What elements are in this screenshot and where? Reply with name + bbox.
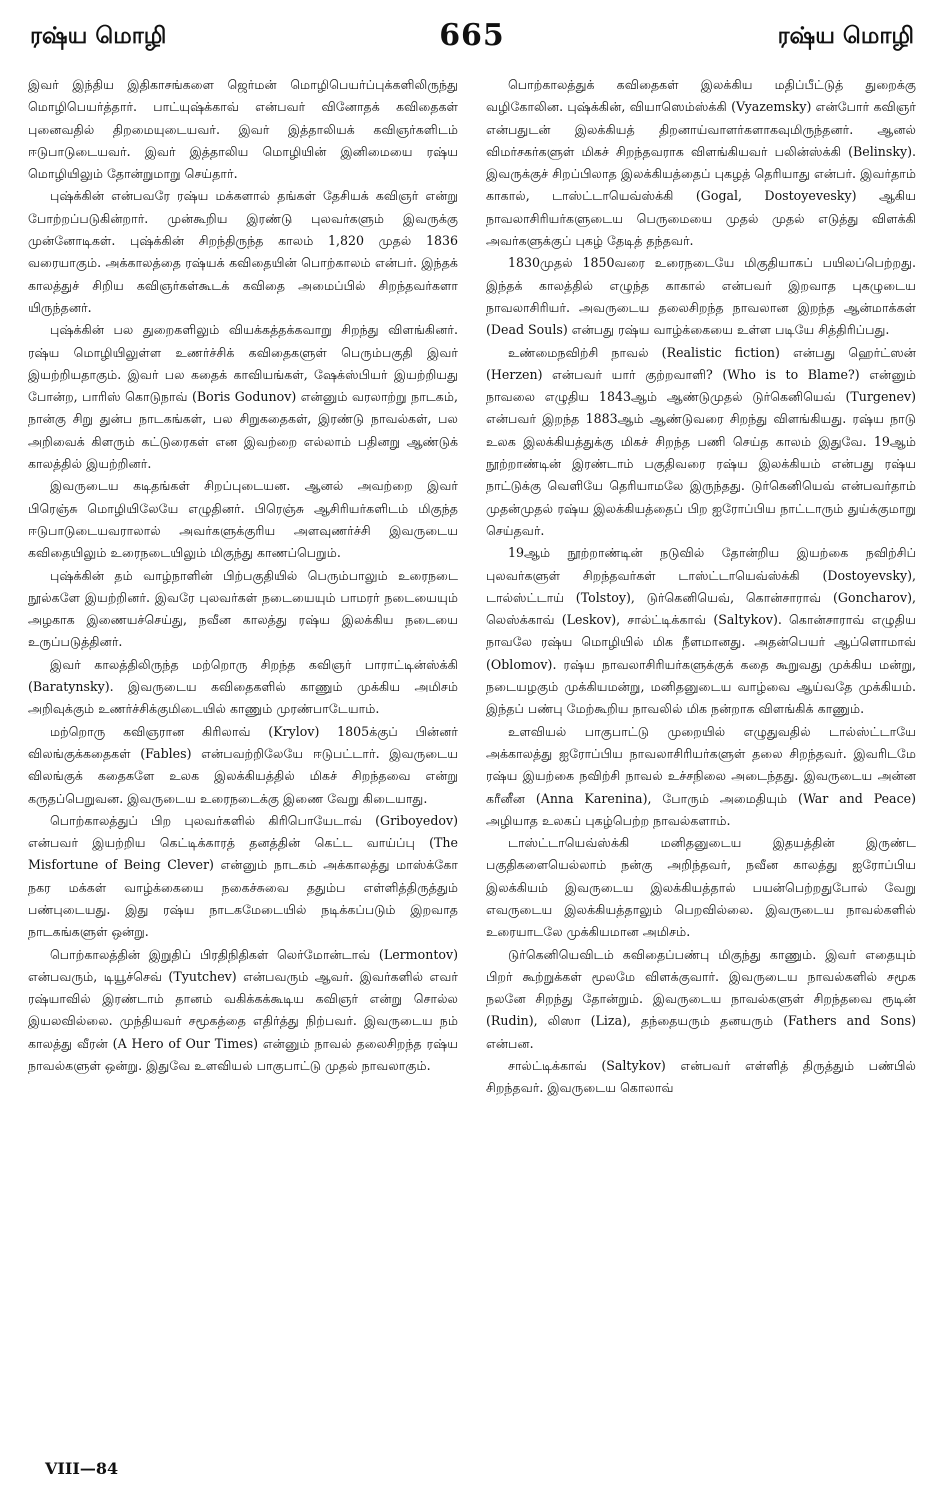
- paragraph: புஷ்க்கின் பல துறைகளிலும் வியக்கத்தக்கவாறு சிறந்து விளங்கினர். ரஷ்ய மொழியிலுள்ள உணர்ச்சிக் கவிதைகளுள் பெரும்பகுதி இவர் இயற்றியதாகும். இவர் பல கதைக் காவியங்கள், ஷேக்ஸ்பியர் இயற்றியது போன்ற, பாரிஸ் கொடுநாவ் (Boris Godunov) என்னும் வரலாற்று நாடகம், நான்கு சிறு துன்ப நாடகங்கள், பல சிறுகதைகள், இரண்டு நாவல்கள், பல அறிவைக் கிளரும் கட்டுரைகள் என இவற்றை எல்லாம் பதினறு ஆண்டுக் காலத்தில் இயற்றினர்.: [28, 322, 458, 472]
- paragraph: உண்மைநவிற்சி நாவல் (Realistic fiction) என்பது ஹெர்ட்ஸன் (Herzen) என்பவர் யார் குற்றவாளி? (Who is to Blame?) என்னும் நாவலை எழுதிய 1843ஆம் ஆண்டுமுதல் டுர்கெனியெவ் (Turgenev) என்பவர் இறந்த 1883ஆம் ஆண்டுவரை சிறந்து விளங்கியது. ரஷ்ய நாடு உலக இலக்கியத்துக்கு மிகச் சிறந்த பணி செய்த காலம் இதுவே. 19ஆம் நூற்றாண்டின் இரண்டாம் பகுதிவரை ரஷ்ய இலக்கியம் என்பது ரஷ்ய நாட்டுக்கு வெளியே தெரியாமலே இருந்தது. டுர்கெனியெவ் என்பவர்தாம் முதன்முதல் ரஷ்ய இலக்கியத்தைப் பிற ஐரோப்பிய நாட்டாரும் துய்க்குமாறு செய்தவர்.: [486, 344, 916, 538]
- paragraph: சால்ட்டிக்காவ் (Saltykov) என்பவர் எள்ளித் திருத்தும் பண்பில் சிறந்தவர். இவருடைய கொலாவ்: [486, 1058, 916, 1096]
- paragraph: புஷ்க்கின் தம் வாழ்நாளின் பிற்பகுதியில் பெரும்பாலும் உரைநடை நூல்களே இயற்றினர். இவரே புலவர்கள் நடையையும் பாமரர் நடையையும் அழகாக இணையச்செய்து, நவீன காலத்து ரஷ்ய இலக்கிய நடையை உருப்படுத்தினர்.: [28, 567, 458, 650]
- paragraph: பொற்காலத்துப் பிற புலவர்களில் கிரிபொயேடாவ் (Griboyedov) என்பவர் இயற்றிய கெட்டிக்காரத் தனத்தின் கெட்ட வாய்ப்பு (The Misfortune of Being Clever) என்னும் நாடகம் அக்காலத்து மாஸ்க்கோ நகர மக்கள் வாழ்க்கையை நகைச்சுவை ததும்ப எள்ளித்திருத்தும் பண்புடையது. இது ரஷ்ய நாடகமேடையில் நடிக்கப்படும் இறவாத நாடகங்களுள் ஒன்று.: [28, 812, 458, 940]
- page-number: 665: [439, 18, 505, 53]
- right-column: [486, 74, 916, 1434]
- page-header: [30, 18, 914, 62]
- signature-mark: VIII—84: [45, 1459, 119, 1478]
- paragraph: டுர்கெனியெவிடம் கவிதைப்பண்பு மிகுந்து காணும். இவர் எதையும் பிறர் கூற்றுக்கள் மூலமே விளக்குவார். இவருடைய நாவல்களில் சமூக நலனே சிறந்து தோன்றும். இவருடைய நாவல்களுள் சிறந்தவை ரூடின் (Rudin), லிஸா (Liza), தந்தையரும் தனயரும் (Fathers and Sons) என்பன.: [486, 946, 916, 1051]
- paragraph: டாஸ்ட்டாயெவ்ஸ்க்கி மனிதனுடைய இதயத்தின் இருண்ட பகுதிகளையெல்லாம் நன்கு அறிந்தவர், நவீன காலத்து ஐரோப்பிய இலக்கியம் இவருடைய இலக்கியத்தால் பயன்பெற்றதுபோல் வேறு எவருடைய இலக்கியத்தாலும் பெறவில்லை. இவருடைய நாவல்களில் உரையாடலே முக்கியமான அமிசம்.: [486, 835, 916, 940]
- paragraph: மற்றொரு கவிஞரான கிரிலாவ் (Krylov) 1805க்குப் பின்னர் விலங்குக்கதைகள் (Fables) என்பவற்றிலேயே ஈடுபட்டார். இவருடைய விலங்குக் கதைகளே உலக இலக்கியத்தில் மிகச் சிறந்தவை என்று கருதப்பெறுவன. இவருடைய உரைநடைக்கு இணை வேறு கிடையாது.: [28, 723, 458, 806]
- running-title-right: ரஷ்ய மொழி: [777, 22, 914, 49]
- paragraph: உளவியல் பாகுபாட்டு முறையில் எழுதுவதில் டால்ஸ்ட்டாயே அக்காலத்து ஐரோப்பிய நாவலாசிரியர்களுள் தலை சிறந்தவர். இவரிடமே ரஷ்ய இயற்கை நவிற்சி நாவல் உச்சநிலை அடைந்தது. இவருடைய அன்ன கரீனீன (Anna Karenina), போரும் அமைதியும் (War and Peace) அழியாத உலகப் புகழ்பெற்ற நாவல்களாம்.: [486, 723, 916, 828]
- running-title-left: ரஷ்ய மொழி: [30, 22, 167, 49]
- paragraph: 19ஆம் நூற்றாண்டின் நடுவில் தோன்றிய இயற்கை நவிற்சிப் புலவர்களுள் சிறந்தவர்கள் டாஸ்ட்டாயெவ்ஸ்க்கி (Dostoyevsky), டால்ஸ்ட்டாய் (Tolstoy), டுர்கெனியெவ், கொன்சாராவ் (Goncharov), லெஸ்க்காவ் (Leskov), சால்ட்டிக்காவ் (Saltykov). கொன்சாராவ் எழுதிய நாவலே ரஷ்ய மொழியில் மிக நீளமானது. அதன்பெயர் ஆப்ளொமாவ் (Oblomov). ரஷ்ய நாவலாசிரியர்களுக்குக் கதை கூறுவது முக்கிய மன்று, நடையழகும் முக்கியமன்று, மனிதனுடைய வாழ்வை ஆய்வதே முக்கியம். இந்தப் பண்பு மேற்கூறிய நாவலில் மிக நன்றாக விளங்கிக் காணும்.: [486, 545, 916, 717]
- paragraph: புஷ்க்கின் என்பவரே ரஷ்ய மக்களால் தங்கள் தேசியக் கவிஞர் என்று போற்றப்படுகின்றார். முன்கூறிய இரண்டு புலவர்களும் இவருக்கு முன்னோடிகள். புஷ்க்கின் சிறந்திருந்த காலம் 1,820 முதல் 1836 வரையாகும். அக்காலத்தை ரஷ்யக் கவிதையின் பொற்காலம் என்பர். இந்தக் காலத்துச் சிறிய கவிஞர்கள்கூடக் கவிதை அமைப்பில் சிறந்தவர்களா யிருந்தனர்.: [28, 188, 458, 315]
- paragraph: இவருடைய கடிதங்கள் சிறப்புடையன. ஆனல் அவற்றை இவர் பிரெஞ்சு மொழியிலேயே எழுதினர். பிரெஞ்சு ஆசிரியர்களிடம் மிகுந்த ஈடுபாடுடையவராலால் அவர்களுக்குரிய அளவுணர்ச்சி இவருடைய கவிதையிலும் உரைநடையிலும் மிகுந்து காணப்பெறும்.: [28, 478, 458, 561]
- paragraph: இவர் இந்திய இதிகாசங்களை ஜெர்மன் மொழிபெயர்ப்புக்களிலிருந்து மொழிபெயர்த்தார். பாட்யுஷ்க்காவ் என்பவர் வினோதக் கவிதைகள் புனைவதில் திறமையுடையவர். இவர் இத்தாலியக் கவிஞர்களிடம் ஈடுபாடுடையவர். இவர் இத்தாலிய மொழியின் இனிமையை ரஷ்ய மொழியிலும் தோன்றுமாறு செய்தார்.: [28, 77, 458, 182]
- left-column: [28, 74, 458, 1434]
- paragraph: பொற்காலத்துக் கவிதைகள் இலக்கிய மதிப்பீட்டுத் துறைக்கு வழிகோலின. புஷ்க்கின், வியாஸெம்ஸ்க்கி (Vyazemsky) என்போர் கவிஞர் என்பதுடன் இலக்கியத் திறனாய்வாளர்களாகவுமிருந்தனர். ஆனல் விமர்சகர்களுள் மிகச் சிறந்தவராக விளங்கியவர் பலின்ஸ்க்கி (Belinsky). இவருக்குச் சிறப்பிலாத இலக்கியத்தைப் புகழத் தெரியாது என்பர். இவர்தாம் காகால், டாஸ்ட்டாயெவ்ஸ்க்கி (Gogal, Dostoyevesky) ஆகிய நாவலாசிரியர்களுடைய பெருமையை முதல் முதல் எடுத்து விளக்கி அவர்களுக்குப் புகழ் தேடித் தந்தவர்.: [486, 77, 916, 249]
- paragraph: 1830முதல் 1850வரை உரைநடையே மிகுதியாகப் பயிலப்பெற்றது. இந்தக் காலத்தில் எழுந்த காகால் என்பவர் இறவாத புகழுடைய நாவலாசிரியர். அவருடைய தலைசிறந்த நாவலான இறந்த ஆன்மாக்கள் (Dead Souls) என்பது ரஷ்ய வாழ்க்கையை உள்ள படியே சித்திரிப்பது.: [486, 255, 916, 338]
- paragraph: பொற்காலத்தின் இறுதிப் பிரதிநிதிகள் லெர்மோன்டாவ் (Lermontov) என்பவரும், டியூச்செவ் (Tyutchev) என்பவரும் ஆவர். இவர்களில் எவர் ரஷ்யாவில் இரண்டாம் தானம் வகிக்கக்கூடிய கவிஞர் என்று சொல்ல இயலவில்லை. முந்தியவர் சமூகத்தை எதிர்த்து நிற்பவர். இவருடைய நம் காலத்து வீரன் (A Hero of Our Times) என்னும் நாவல் தலைசிறந்த ரஷ்ய நாவல்களுள் ஒன்று. இதுவே உளவியல் பாகுபாட்டு முதல் நாவலாகும்.: [28, 946, 458, 1074]
- paragraph: இவர் காலத்திலிருந்த மற்றொரு சிறந்த கவிஞர் பாராட்டின்ஸ்க்கி (Baratynsky). இவருடைய கவிதைகளில் காணும் முக்கிய அமிசம் அறிவுக்கும் உணர்ச்சிக்குமிடையில் காணும் முரண்பாடேயாம்.: [28, 656, 458, 717]
